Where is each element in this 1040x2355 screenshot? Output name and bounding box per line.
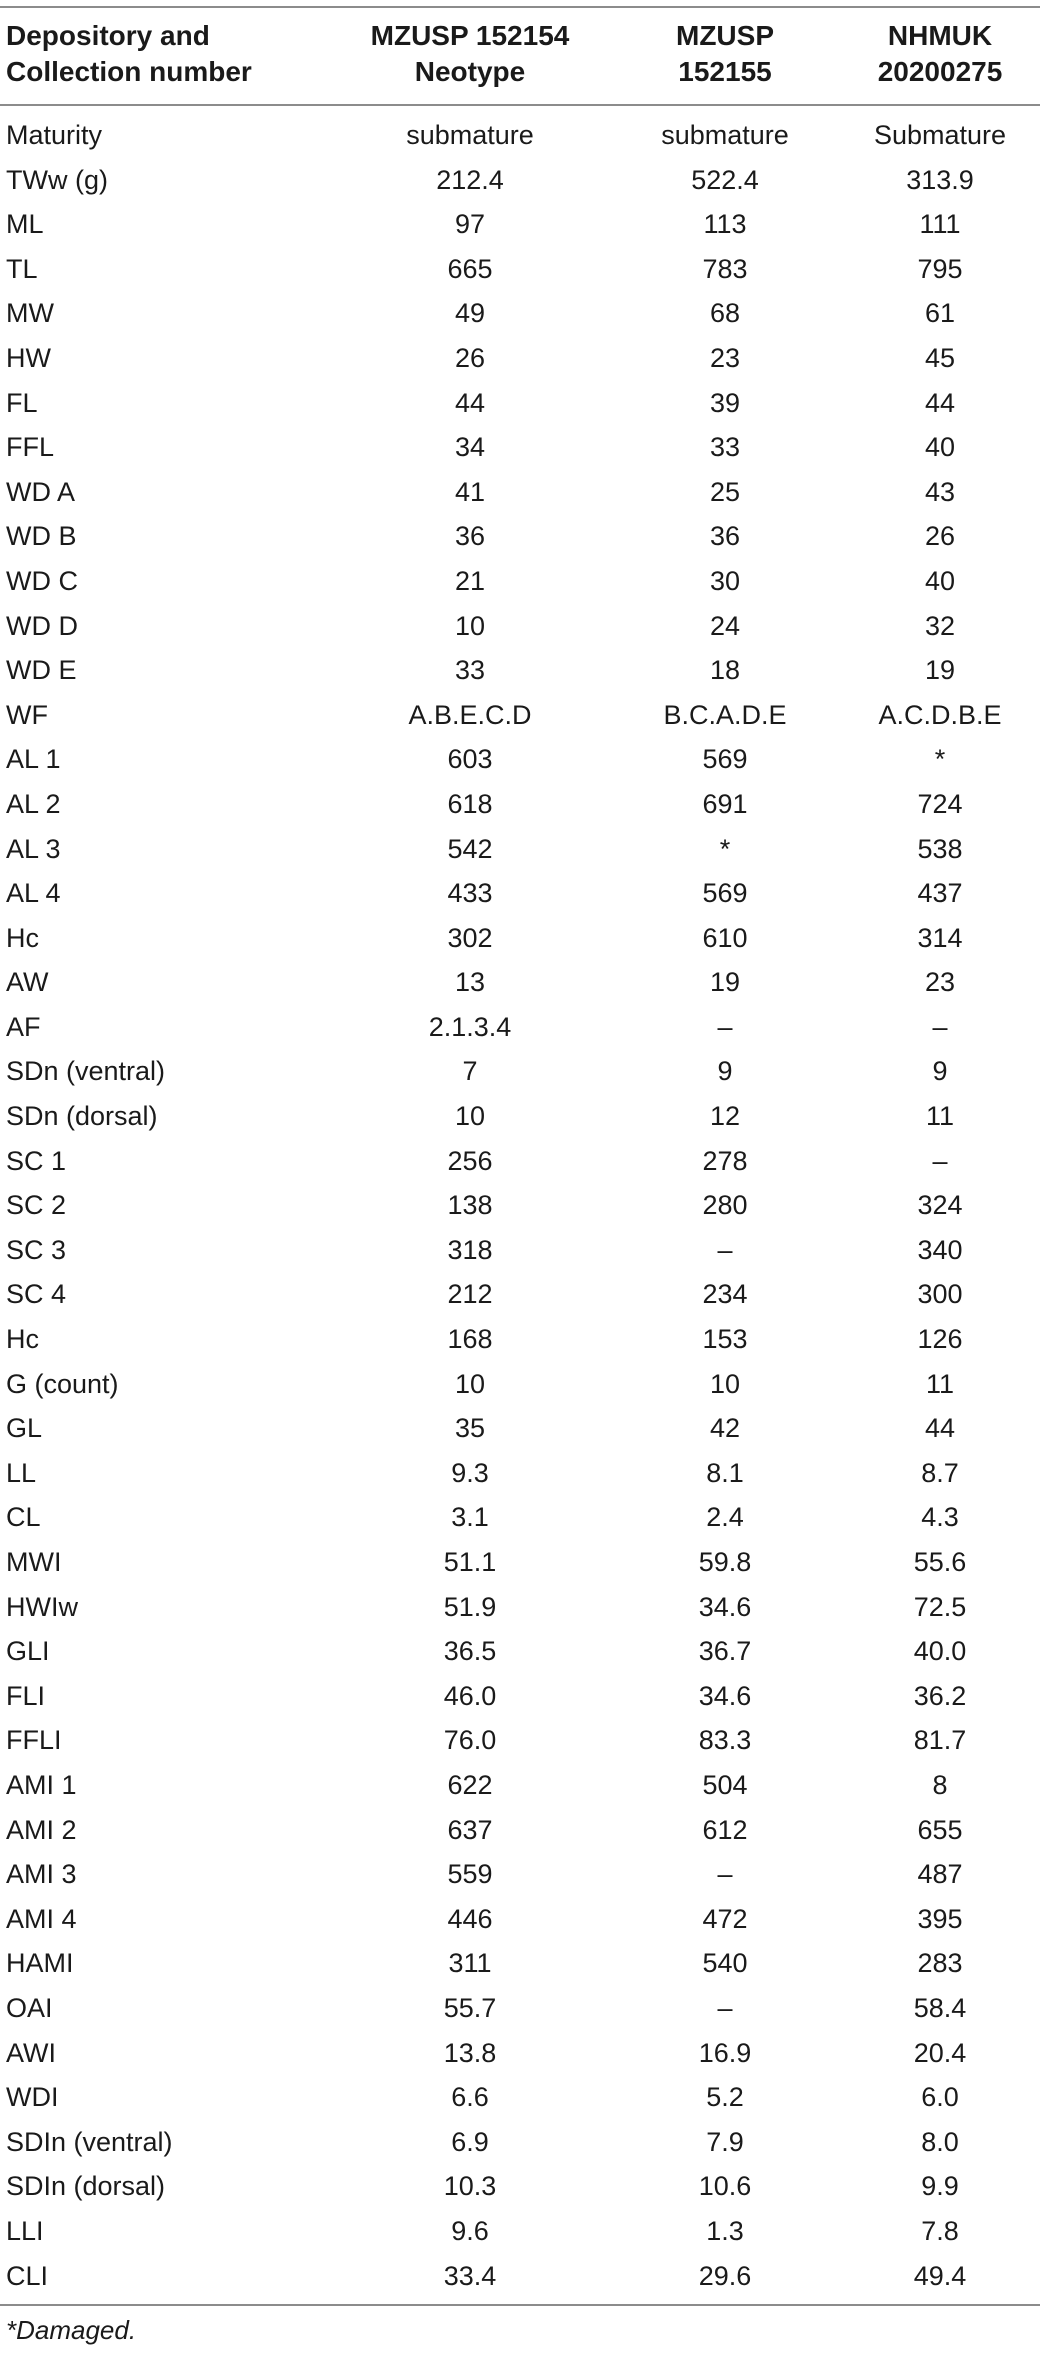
row-label: WD A [6, 476, 76, 507]
value-nhmuk-20200275: 9 [932, 1056, 948, 1087]
value-mzusp-152155: 278 [702, 1145, 748, 1176]
table-row [0, 1941, 1040, 1986]
table-row [0, 737, 1040, 782]
value-mzusp-152155: 16.9 [698, 2037, 752, 2068]
table-row [0, 247, 1040, 292]
table-row [0, 693, 1040, 738]
table-row [0, 1585, 1040, 1630]
value-mzusp-152154: 446 [447, 1903, 493, 1934]
value-nhmuk-20200275: 487 [917, 1859, 963, 1890]
value-mzusp-152154: 6.6 [451, 2082, 489, 2113]
table-row [0, 291, 1040, 336]
table-row [0, 1674, 1040, 1719]
table-row [0, 782, 1040, 827]
header-line: Neotype [414, 56, 526, 87]
value-mzusp-152154: 6.9 [451, 2126, 489, 2157]
value-mzusp-152155: 5.2 [706, 2082, 744, 2113]
value-mzusp-152154: 603 [447, 744, 493, 775]
row-label: MWI [6, 1547, 62, 1577]
value-mzusp-152154: 318 [447, 1234, 493, 1265]
value-mzusp-152154: 49 [454, 298, 486, 329]
header-mzusp-152154 [330, 18, 610, 90]
value-mzusp-152154: 41 [454, 476, 486, 507]
value-mzusp-152155: 472 [702, 1903, 748, 1934]
value-mzusp-152154: 212.4 [436, 164, 504, 195]
value-mzusp-152154: 9.6 [451, 2215, 489, 2246]
table-row [0, 2209, 1040, 2254]
value-mzusp-152155: 59.8 [698, 1547, 752, 1577]
value-mzusp-152155: * [719, 833, 731, 864]
value-mzusp-152155: – [717, 1011, 733, 1042]
value-nhmuk-20200275: 81.7 [913, 1725, 967, 1756]
value-mzusp-152154: 665 [447, 253, 493, 284]
row-label: SDIn (dorsal) [6, 2171, 166, 2202]
table-row [0, 559, 1040, 604]
row-label: AL 4 [6, 878, 61, 909]
table-row [0, 1005, 1040, 1050]
value-mzusp-152155: 540 [702, 1948, 748, 1979]
row-label: SC 4 [6, 1279, 67, 1310]
row-label: SDn (ventral) [6, 1056, 166, 1087]
row-label: SDIn (ventral) [6, 2126, 173, 2157]
value-mzusp-152155: 569 [702, 744, 748, 775]
table-row [0, 1228, 1040, 1273]
row-label: WDI [6, 2082, 59, 2113]
value-nhmuk-20200275: 340 [917, 1234, 963, 1265]
value-mzusp-152155: 19 [709, 967, 741, 998]
value-mzusp-152155: 610 [702, 922, 748, 953]
table-row [0, 1763, 1040, 1808]
value-nhmuk-20200275: 395 [917, 1903, 963, 1934]
value-mzusp-152154: 2.1.3.4 [428, 1011, 512, 1042]
row-label: FFLI [6, 1725, 62, 1756]
row-label: SC 2 [6, 1190, 67, 1221]
value-mzusp-152154: 13.8 [443, 2037, 497, 2068]
row-label: AWI [6, 2037, 56, 2068]
value-nhmuk-20200275: 9.9 [921, 2171, 959, 2202]
value-nhmuk-20200275: 55.6 [913, 1547, 967, 1577]
value-mzusp-152155: 10 [709, 1368, 741, 1399]
table-row [0, 2254, 1040, 2299]
value-nhmuk-20200275: Submature [873, 120, 1007, 150]
row-label: HW [6, 342, 51, 373]
value-mzusp-152155: 83.3 [698, 1725, 752, 1756]
value-nhmuk-20200275: 40 [924, 565, 956, 596]
value-nhmuk-20200275: 20.4 [913, 2037, 967, 2068]
value-mzusp-152154: 10 [454, 1368, 486, 1399]
row-label: Hc [6, 922, 39, 953]
value-nhmuk-20200275: 61 [924, 298, 956, 329]
row-label: GL [6, 1413, 43, 1444]
table-row [0, 1272, 1040, 1317]
table-row [0, 1897, 1040, 1942]
value-nhmuk-20200275: 314 [917, 922, 963, 953]
value-mzusp-152155: 504 [702, 1769, 748, 1800]
value-mzusp-152154: 13 [454, 967, 486, 998]
header-line: NHMUK [887, 20, 993, 51]
value-mzusp-152155: 18 [709, 655, 741, 686]
table-row [0, 960, 1040, 1005]
table-row [0, 916, 1040, 961]
value-mzusp-152155: 30 [709, 565, 741, 596]
header-rule [0, 104, 1040, 106]
value-nhmuk-20200275: * [934, 744, 946, 775]
row-label: FL [6, 387, 38, 418]
value-mzusp-152154: A.B.E.C.D [408, 699, 532, 730]
row-label: LLI [6, 2215, 44, 2246]
table-row [0, 1852, 1040, 1897]
value-mzusp-152154: 26 [454, 342, 486, 373]
row-label: AL 1 [6, 744, 61, 775]
header-line: MZUSP [676, 20, 774, 51]
table-row [0, 1718, 1040, 1763]
table-row [0, 336, 1040, 381]
table-row [0, 1629, 1040, 1674]
value-mzusp-152154: 637 [447, 1814, 493, 1845]
value-mzusp-152155: 569 [702, 878, 748, 909]
value-mzusp-152154: submature [406, 120, 534, 150]
header-line: 152155 [678, 56, 772, 87]
value-mzusp-152154: 35 [454, 1413, 486, 1444]
row-label: AMI 1 [6, 1769, 77, 1800]
table-row [0, 158, 1040, 203]
table-row [0, 1808, 1040, 1853]
value-nhmuk-20200275: 49.4 [913, 2260, 967, 2291]
value-mzusp-152155: 12 [709, 1101, 741, 1132]
table-row [0, 2120, 1040, 2165]
value-mzusp-152155: B.C.A.D.E [663, 699, 787, 730]
value-nhmuk-20200275: 58.4 [913, 1992, 967, 2023]
value-mzusp-152154: 311 [448, 1948, 492, 1979]
value-mzusp-152154: 622 [447, 1769, 493, 1800]
value-mzusp-152154: 97 [454, 209, 486, 240]
value-mzusp-152155: submature [661, 120, 789, 150]
value-mzusp-152155: 783 [702, 253, 748, 284]
value-nhmuk-20200275: 724 [917, 788, 963, 819]
value-mzusp-152154: 433 [447, 878, 493, 909]
value-mzusp-152155: 36 [709, 521, 741, 552]
row-label: AW [6, 967, 49, 998]
row-label: AL 3 [6, 833, 61, 864]
table-row [0, 648, 1040, 693]
value-mzusp-152154: 55.7 [443, 1992, 497, 2023]
row-label: FFL [6, 432, 55, 463]
value-mzusp-152154: 10.3 [443, 2171, 497, 2202]
value-mzusp-152155: – [717, 1859, 733, 1890]
value-mzusp-152155: 24 [709, 610, 741, 641]
table-row [0, 827, 1040, 872]
value-mzusp-152155: 7.9 [706, 2126, 744, 2157]
table-row [0, 1049, 1040, 1094]
table-row [0, 1495, 1040, 1540]
row-label: WD C [6, 565, 78, 596]
header-line: 20200275 [877, 56, 1003, 87]
value-mzusp-152154: 618 [447, 788, 493, 819]
row-label: GLI [6, 1636, 50, 1667]
table-row [0, 514, 1040, 559]
table-row [0, 2075, 1040, 2120]
table-row [0, 871, 1040, 916]
table-footnote: *Damaged. [6, 2315, 137, 2345]
row-label: OAI [6, 1992, 53, 2023]
value-mzusp-152154: 33 [454, 655, 486, 686]
value-mzusp-152155: 10.6 [698, 2171, 752, 2202]
value-mzusp-152155: – [717, 1234, 733, 1265]
value-nhmuk-20200275: 23 [924, 967, 956, 998]
header-nhmuk-20200275 [840, 18, 1040, 90]
table-row [0, 202, 1040, 247]
table-row [0, 2164, 1040, 2209]
value-mzusp-152154: 138 [447, 1190, 493, 1221]
row-label: WD E [6, 655, 77, 686]
row-label: G (count) [6, 1368, 119, 1399]
value-mzusp-152155: 153 [702, 1324, 748, 1355]
table-row [0, 1094, 1040, 1139]
value-nhmuk-20200275: 19 [924, 655, 956, 686]
value-nhmuk-20200275: – [932, 1145, 948, 1176]
table-row [0, 470, 1040, 515]
table-row [0, 2031, 1040, 2076]
value-nhmuk-20200275: 8.0 [921, 2126, 959, 2157]
row-label: AMI 3 [6, 1859, 77, 1890]
row-label: CL [6, 1502, 41, 1533]
value-mzusp-152154: 559 [447, 1859, 493, 1890]
value-mzusp-152155: 68 [709, 298, 741, 329]
value-nhmuk-20200275: 44 [924, 387, 956, 418]
value-mzusp-152154: 44 [454, 387, 486, 418]
value-nhmuk-20200275: 72.5 [913, 1591, 967, 1622]
value-mzusp-152155: 33 [709, 432, 741, 463]
row-label: AL 2 [6, 788, 61, 819]
value-nhmuk-20200275: 40 [924, 432, 956, 463]
value-nhmuk-20200275: 11 [925, 1101, 955, 1132]
row-label: ML [6, 209, 44, 240]
value-nhmuk-20200275: – [932, 1011, 948, 1042]
value-mzusp-152155: 42 [709, 1413, 741, 1444]
header-depository-collection [6, 18, 336, 90]
table-row [0, 1540, 1040, 1585]
value-nhmuk-20200275: 32 [924, 610, 956, 641]
header-line: MZUSP 152154 [370, 20, 570, 51]
value-nhmuk-20200275: 111 [919, 209, 961, 240]
value-nhmuk-20200275: 43 [924, 476, 956, 507]
value-mzusp-152154: 10 [454, 1101, 486, 1132]
value-nhmuk-20200275: 8.7 [921, 1457, 959, 1488]
value-nhmuk-20200275: 26 [924, 521, 956, 552]
header-line: Collection number [6, 56, 252, 87]
bottom-rule [0, 2304, 1040, 2306]
value-mzusp-152154: 34 [454, 432, 486, 463]
value-mzusp-152154: 51.9 [443, 1591, 497, 1622]
value-mzusp-152154: 51.1 [443, 1547, 497, 1577]
row-label: AMI 4 [6, 1903, 77, 1934]
value-mzusp-152154: 302 [447, 922, 493, 953]
row-label: SC 3 [6, 1234, 67, 1265]
row-label: AF [6, 1011, 41, 1042]
row-label: LL [6, 1457, 37, 1488]
value-mzusp-152155: 34.6 [698, 1591, 752, 1622]
row-label: FLI [6, 1680, 46, 1711]
row-label: HWIw [6, 1591, 78, 1622]
row-label: SC 1 [6, 1145, 67, 1176]
value-mzusp-152154: 9.3 [451, 1457, 489, 1488]
value-mzusp-152155: 34.6 [698, 1680, 752, 1711]
value-nhmuk-20200275: 126 [917, 1324, 963, 1355]
value-nhmuk-20200275: 795 [917, 253, 963, 284]
value-nhmuk-20200275: 437 [917, 878, 963, 909]
value-mzusp-152154: 7 [462, 1056, 478, 1087]
header-mzusp-152155 [610, 18, 840, 90]
table-row [0, 604, 1040, 649]
value-mzusp-152154: 46.0 [443, 1680, 497, 1711]
value-nhmuk-20200275: 4.3 [921, 1502, 959, 1533]
value-mzusp-152155: 2.4 [706, 1502, 744, 1533]
value-mzusp-152155: – [717, 1992, 733, 2023]
row-label: WD B [6, 521, 77, 552]
row-label: SDn (dorsal) [6, 1101, 158, 1132]
value-mzusp-152155: 25 [709, 476, 741, 507]
value-nhmuk-20200275: A.C.D.B.E [878, 699, 1002, 730]
value-mzusp-152155: 39 [709, 387, 741, 418]
row-label: Maturity [6, 120, 103, 150]
value-mzusp-152155: 23 [709, 342, 741, 373]
value-nhmuk-20200275: 36.2 [913, 1680, 967, 1711]
table-row [0, 381, 1040, 426]
value-nhmuk-20200275: 8 [932, 1769, 948, 1800]
value-mzusp-152155: 113 [703, 209, 747, 240]
row-label: HAMI [6, 1948, 74, 1979]
row-label: Hc [6, 1324, 39, 1355]
value-nhmuk-20200275: 40.0 [913, 1636, 967, 1667]
value-nhmuk-20200275: 283 [917, 1948, 963, 1979]
value-mzusp-152155: 29.6 [698, 2260, 752, 2291]
value-nhmuk-20200275: 44 [924, 1413, 956, 1444]
table-row [0, 1317, 1040, 1362]
value-nhmuk-20200275: 655 [917, 1814, 963, 1845]
value-nhmuk-20200275: 45 [924, 342, 956, 373]
value-mzusp-152155: 9 [717, 1056, 733, 1087]
value-mzusp-152154: 212 [447, 1279, 493, 1310]
value-mzusp-152155: 691 [702, 788, 748, 819]
row-label: AMI 2 [6, 1814, 77, 1845]
row-label: TL [6, 253, 38, 284]
value-mzusp-152154: 33.4 [443, 2260, 497, 2291]
value-mzusp-152155: 8.1 [706, 1457, 744, 1488]
value-nhmuk-20200275: 538 [917, 833, 963, 864]
value-mzusp-152154: 36 [454, 521, 486, 552]
value-mzusp-152155: 280 [702, 1190, 748, 1221]
row-label: CLI [6, 2260, 49, 2291]
value-mzusp-152154: 21 [454, 565, 486, 596]
table-row [0, 1986, 1040, 2031]
value-mzusp-152154: 10 [454, 610, 486, 641]
value-mzusp-152154: 36.5 [443, 1636, 497, 1667]
value-mzusp-152154: 542 [447, 833, 493, 864]
table-header [0, 8, 1040, 104]
value-nhmuk-20200275: 7.8 [921, 2215, 959, 2246]
table-row [0, 425, 1040, 470]
header-line: Depository and [6, 20, 210, 51]
value-nhmuk-20200275: 6.0 [921, 2082, 959, 2113]
value-mzusp-152155: 1.3 [706, 2215, 744, 2246]
row-label: TWw (g) [6, 164, 108, 195]
value-mzusp-152154: 76.0 [443, 1725, 497, 1756]
value-nhmuk-20200275: 300 [917, 1279, 963, 1310]
table-row [0, 1139, 1040, 1184]
value-nhmuk-20200275: 11 [925, 1368, 955, 1399]
value-mzusp-152154: 3.1 [451, 1502, 489, 1533]
row-label: WD D [6, 610, 78, 641]
table-row [0, 1451, 1040, 1496]
value-mzusp-152154: 256 [447, 1145, 493, 1176]
value-nhmuk-20200275: 324 [917, 1190, 963, 1221]
value-mzusp-152155: 234 [702, 1279, 748, 1310]
value-mzusp-152155: 36.7 [698, 1636, 752, 1667]
table-row [0, 1406, 1040, 1451]
table-row [0, 1183, 1040, 1228]
value-mzusp-152154: 168 [447, 1324, 493, 1355]
value-mzusp-152155: 522.4 [691, 164, 759, 195]
value-nhmuk-20200275: 313.9 [906, 164, 974, 195]
value-mzusp-152155: 612 [702, 1814, 748, 1845]
table-body [0, 113, 1040, 2298]
row-label: WF [6, 699, 48, 730]
table-row [0, 1362, 1040, 1407]
row-label: MW [6, 298, 54, 329]
table-row [0, 113, 1040, 158]
